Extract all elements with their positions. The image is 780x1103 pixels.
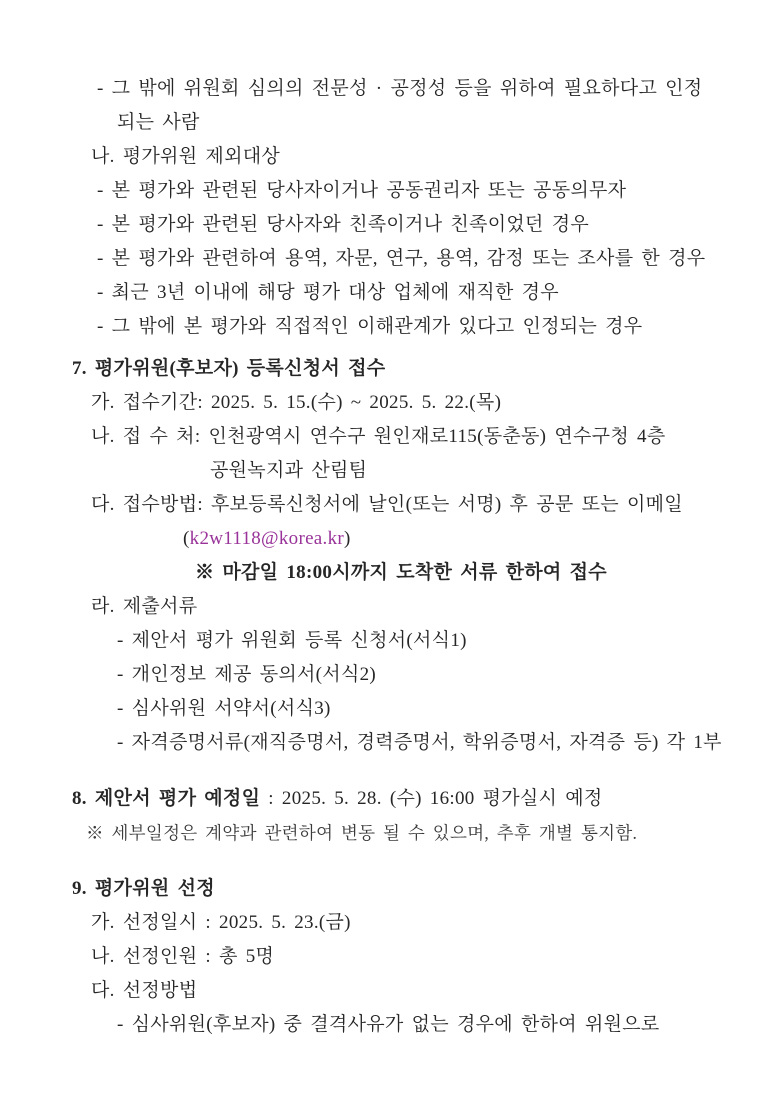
receipt-office-line2: 공원녹지과 산림팀 (210, 460, 368, 481)
schedule-change-note: ※ 세부일정은 계약과 관련하여 변동 될 수 있으며, 추후 개별 통지함. (86, 823, 638, 843)
receipt-period: 가. 접수기간: 2025. 5. 15.(수) ~ 2025. 5. 22.(목) (91, 392, 502, 413)
exclusion-item: - 본 평가와 관련하여 용역, 자문, 연구, 용역, 감정 또는 조사를 한 경우 (97, 248, 706, 269)
selection-date: 가. 선정일시 : 2025. 5. 23.(금) (91, 912, 351, 933)
selection-method-item: - 심사위원(후보자) 중 결격사유가 없는 경우에 한하여 위원으로 (117, 1014, 660, 1035)
submission-doc-item: - 개인정보 제공 동의서(서식2) (117, 664, 377, 685)
selection-method-heading: 다. 선정방법 (91, 980, 198, 1001)
submission-doc-item: - 심사위원 서약서(서식3) (117, 698, 331, 719)
section8-title-bold: 8. 제안서 평가 예정일 (72, 788, 261, 809)
exclusion-item: - 최근 3년 이내에 해당 평가 대상 업체에 재직한 경우 (97, 282, 559, 303)
section7-title: 7. 평가위원(후보자) 등록신청서 접수 (72, 358, 386, 379)
exclusion-item: - 본 평가와 관련된 당사자와 친족이거나 친족이었던 경우 (97, 214, 590, 235)
section8-title (72, 782, 780, 816)
receipt-office-line1: 나. 접 수 처: 인천광역시 연수구 원인재로115(동춘동) 연수구청 4층 (91, 426, 666, 447)
submission-doc-item: - 제안서 평가 위원회 등록 신청서(서식1) (117, 630, 467, 651)
email-open-paren: ( (183, 528, 190, 549)
exclusion-heading: 나. 평가위원 제외대상 (91, 146, 281, 167)
submission-doc-item: - 자격증명서류(재직증명서, 경력증명서, 학위증명서, 자격증 등) 각 1부 (117, 732, 722, 753)
deadline-note: ※ 마감일 18:00시까지 도착한 서류 한하여 접수 (195, 562, 607, 583)
receipt-email-line (183, 522, 780, 556)
email-address: k2w1118@korea.kr (189, 528, 345, 549)
section9-title: 9. 평가위원 선정 (72, 878, 215, 899)
selection-count: 나. 선정인원 : 총 5명 (91, 946, 275, 967)
section8-title-rest: : 2025. 5. 28. (수) 16:00 평가실시 예정 (260, 788, 603, 809)
qualification-last-item-line1: - 그 밖에 위원회 심의의 전문성 · 공정성 등을 위하여 필요하다고 인정 (97, 78, 703, 99)
receipt-method: 다. 접수방법: 후보등록신청서에 날인(또는 서명) 후 공문 또는 이메일 (91, 494, 683, 515)
email-close-paren: ) (344, 528, 351, 549)
exclusion-item: - 그 밖에 본 평가와 직접적인 이해관계가 있다고 인정되는 경우 (97, 316, 643, 337)
exclusion-item: - 본 평가와 관련된 당사자이거나 공동권리자 또는 공동의무자 (97, 180, 627, 201)
qualification-last-item-line2: 되는 사람 (117, 112, 200, 133)
submission-docs-heading: 라. 제출서류 (91, 596, 198, 617)
